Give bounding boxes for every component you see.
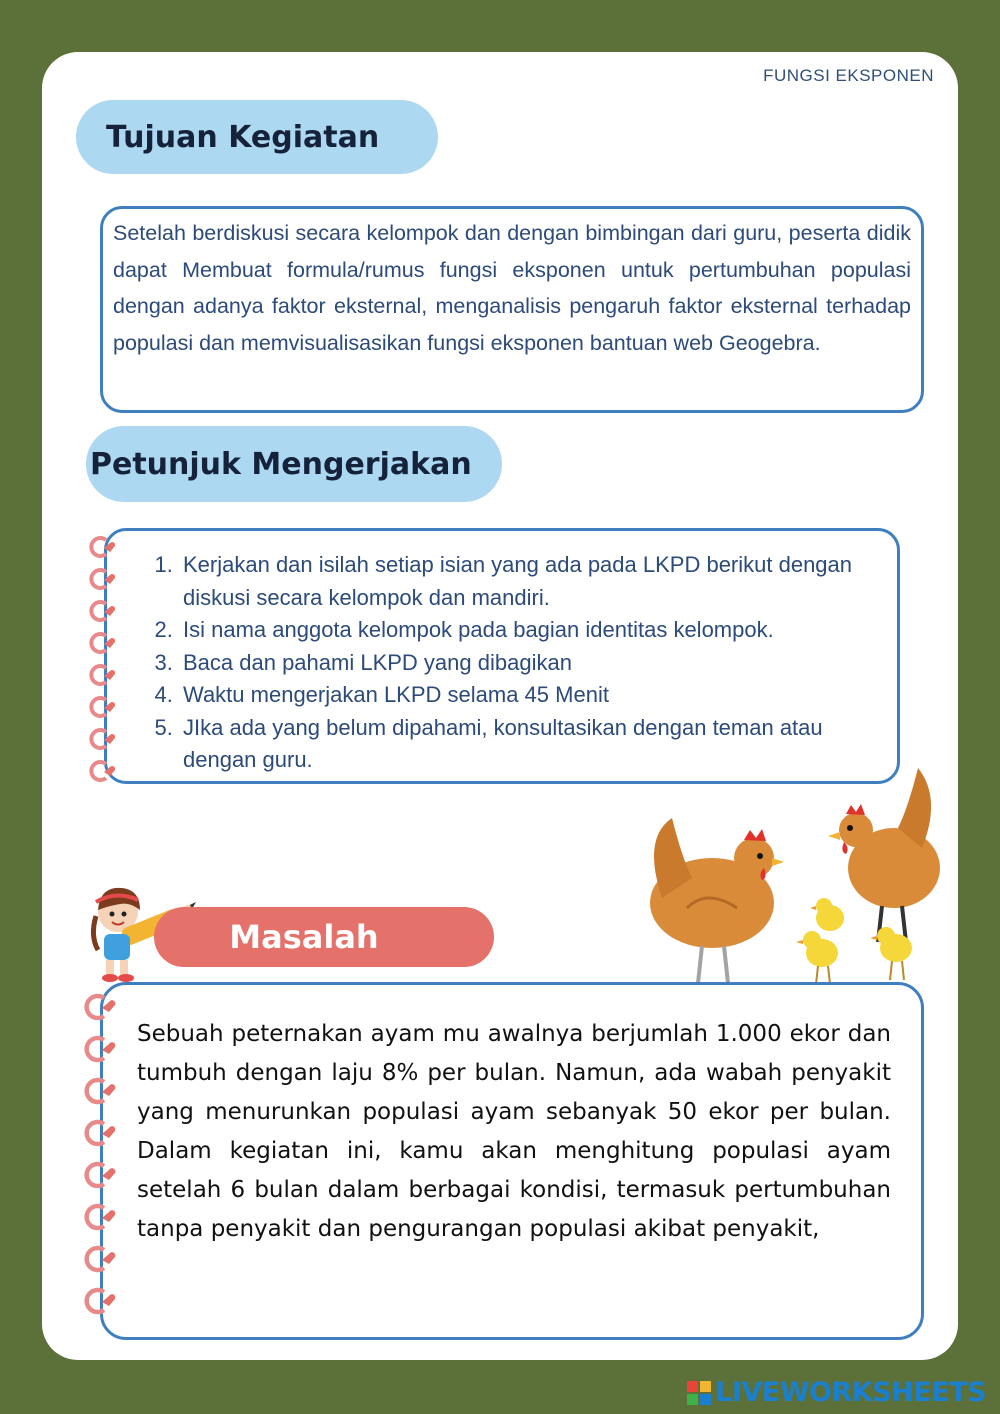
masalah-heading: [154, 907, 494, 967]
masalah-text: Sebuah peternakan ayam mu awalnya berjumlah 1.000 ekor dan tumbuh dengan laju 8% per bulan. Namun, ada wabah penyakit yang menurunkan populasi ayam sebanyak 50 ekor per bulan. Dalam kegiatan ini, kamu akan menghitung populasi ayam setelah 6 bulan dalam berbagai kondisi, termasuk pertumbuhan tanpa penyakit dan pengurangan populasi akibat penyakit,: [137, 1021, 891, 1242]
chickens-illustration: [632, 758, 942, 1008]
brand-text: LIVEWORKSHEETS: [715, 1377, 986, 1408]
petunjuk-list: [155, 549, 867, 777]
liveworksheets-logo: [687, 1377, 986, 1408]
spiral-binding-masalah: [74, 988, 118, 1330]
topic-label: FUNGSI EKSPONEN: [763, 66, 934, 85]
petunjuk-title: Petunjuk Mengerjakan: [90, 446, 472, 482]
list-item: 1. Kerjakan dan isilah setiap isian yang ada pada LKPD berikut dengan diskusi secara kelompok dan mandiri.: [179, 549, 867, 614]
liveworksheets-icon: [687, 1381, 711, 1405]
masalah-box: [100, 982, 924, 1340]
petunjuk-heading: [86, 426, 502, 502]
list-item: 2. Isi nama anggota kelompok pada bagian identitas kelompok.: [179, 614, 867, 647]
masalah-title: Masalah: [229, 918, 379, 956]
list-item: 3. Baca dan pahami LKPD yang dibagikan: [179, 647, 867, 680]
tujuan-box: [100, 206, 924, 413]
tujuan-heading: [76, 100, 438, 174]
list-item: 4. Waktu mengerjakan LKPD selama 45 Menit: [179, 679, 867, 712]
petunjuk-box: [104, 528, 900, 784]
worksheet-card: [42, 52, 958, 1360]
spiral-binding-petunjuk: [78, 530, 118, 792]
list-item: 5. JIka ada yang belum dipahami, konsultasikan dengan teman atau dengan guru.: [179, 712, 867, 777]
tujuan-title: Tujuan Kegiatan: [106, 119, 380, 155]
tujuan-text: Setelah berdiskusi secara kelompok dan dengan bimbingan dari guru, peserta didik dapat Membuat formula/rumus fungsi eksponen untuk pertumbuhan populasi dengan adanya faktor eksternal, menganalisis pengaruh faktor eksternal terhadap populasi dan memvisualisasikan fungsi eksponen bantuan web Geogebra.: [113, 221, 911, 355]
